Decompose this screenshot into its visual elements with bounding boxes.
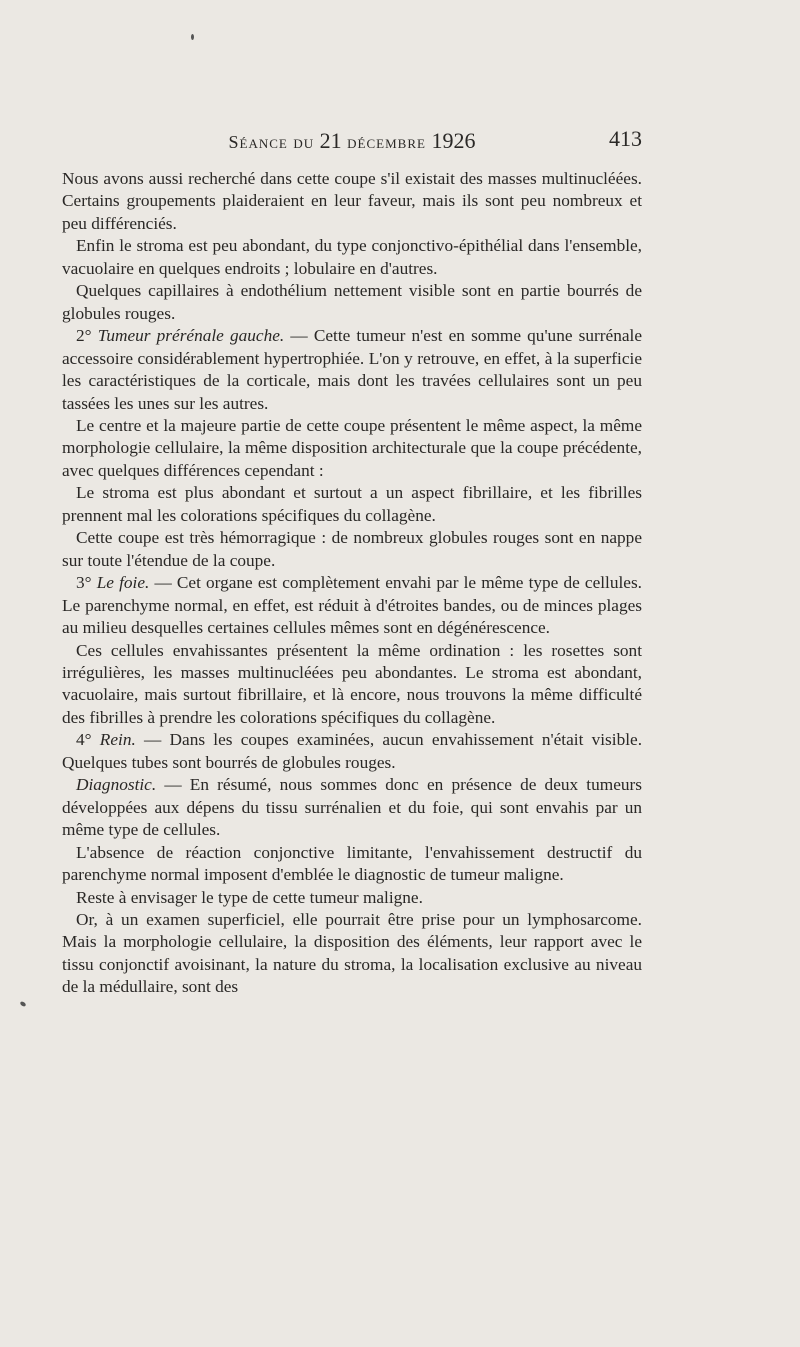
header-title: [62, 128, 642, 154]
paragraph-text: — Cet organe est complètement envahi par le même type de cellules. Le parenchyme normal, en effet, est réduit à d'étroites bandes, ou de minces plages au milieu desquelles certaines cellules mêmes sont en dégénérescence.: [62, 573, 642, 638]
paragraph-text: — Cette tumeur n'est en somme qu'une surrénale accessoire considérablement hypertrophiée. L'on y retrouve, en effet, à la superficie les caractéristiques de la corticale, mais dont les travées cellulaires sont un peu tassées les unes sur les autres.: [62, 326, 642, 413]
paragraph: [62, 729, 642, 774]
section-heading: Tumeur prérénale gauche.: [97, 326, 285, 346]
paragraph-text: Ces cellules envahissantes présentent la même ordination : les rosettes sont irrégulières, les masses multinucléées peu abondantes. Le stroma est abondant, vacuolaire, mais surtout fibrillaire, et là encore, nous trouvons la même difficulté des fibrilles à prendre les colorations spécifiques du collagène.: [62, 640, 642, 727]
paragraph-text: — Dans les coupes examinées, aucun envahissement n'était visible. Quelques tubes sont bourrés de globules rouges.: [62, 730, 643, 772]
paragraph-text: L'absence de réaction conjonctive limitante, l'envahissement destructif du parenchyme normal imposent d'emblée le diagnostic de tumeur maligne.: [62, 842, 642, 885]
paragraph: [62, 482, 642, 527]
paragraph-text: Enfin le stroma est peu abondant, du type conjonctivo-épithélial dans l'ensemble, vacuolaire en quelques endroits ; lobulaire en d'autres.: [62, 236, 642, 278]
page-number: 413: [609, 126, 642, 151]
header-year: 1926: [431, 128, 476, 153]
paragraph-text: Reste à envisager le type de cette tumeur maligne.: [76, 887, 423, 907]
paragraph: [62, 572, 642, 639]
paragraph: [62, 887, 642, 909]
header-prefix: Séance du: [228, 132, 315, 152]
paragraph-text: Or, à un examen superficiel, elle pourrait être prise pour un lymphosarcome. Mais la morphologie cellulaire, la disposition des éléments, leur rapport avec le tissu conjonctif avoisinant, la nature du stroma, la localisation exclusive au niveau de la médullaire, sont des: [62, 909, 642, 997]
paragraph-text: Quelques capillaires à endothélium nettement visible sont en partie bourrés de globules rouges.: [62, 281, 642, 323]
header-month: décembre: [347, 132, 426, 152]
paragraph: [62, 415, 642, 482]
paper-speck: [191, 34, 194, 40]
body-text: [62, 168, 642, 999]
paragraph: [62, 235, 642, 280]
paragraph: [62, 280, 642, 325]
paragraph-number: 2°: [76, 326, 98, 346]
header-day: 21: [319, 128, 342, 153]
section-heading: Rein.: [99, 730, 136, 750]
paragraph-text: — En résumé, nous sommes donc en présence de deux tumeurs développées aux dépens du tissu surrénalien et du foie, qui sont envahis par un même type de cellules.: [62, 775, 642, 840]
paragraph: [62, 325, 642, 415]
paragraph-number: 4°: [76, 730, 100, 750]
running-header: [62, 124, 642, 158]
paper-speck: [19, 1001, 26, 1008]
paragraph: [62, 774, 642, 841]
paragraph: [62, 842, 642, 887]
paragraph: [62, 909, 642, 999]
paragraph-text: Le stroma est plus abondant et surtout a un aspect fibrillaire, et les fibrilles prennent mal les colorations spécifiques du collagène.: [62, 483, 642, 525]
section-heading: Diagnostic.: [76, 775, 157, 795]
paragraph-text: Cette coupe est très hémorragique : de nombreux globules rouges sont en nappe sur toute l'étendue de la coupe.: [62, 528, 642, 570]
paragraph-text: Nous avons aussi recherché dans cette coupe s'il existait des masses multinucléées. Certains groupements plaideraient en leur faveur, mais ils sont peu nombreux et peu différenciés.: [62, 169, 642, 233]
paragraph: [62, 640, 642, 730]
paragraph: [62, 527, 642, 572]
paragraph-text: Le centre et la majeure partie de cette coupe présentent le même aspect, la même morphologie cellulaire, la même disposition architecturale que la coupe précédente, avec quelques différences cependant :: [62, 415, 642, 480]
paragraph-number: 3°: [76, 573, 97, 593]
section-heading: Le foie.: [96, 573, 150, 593]
paragraph: [62, 168, 642, 235]
